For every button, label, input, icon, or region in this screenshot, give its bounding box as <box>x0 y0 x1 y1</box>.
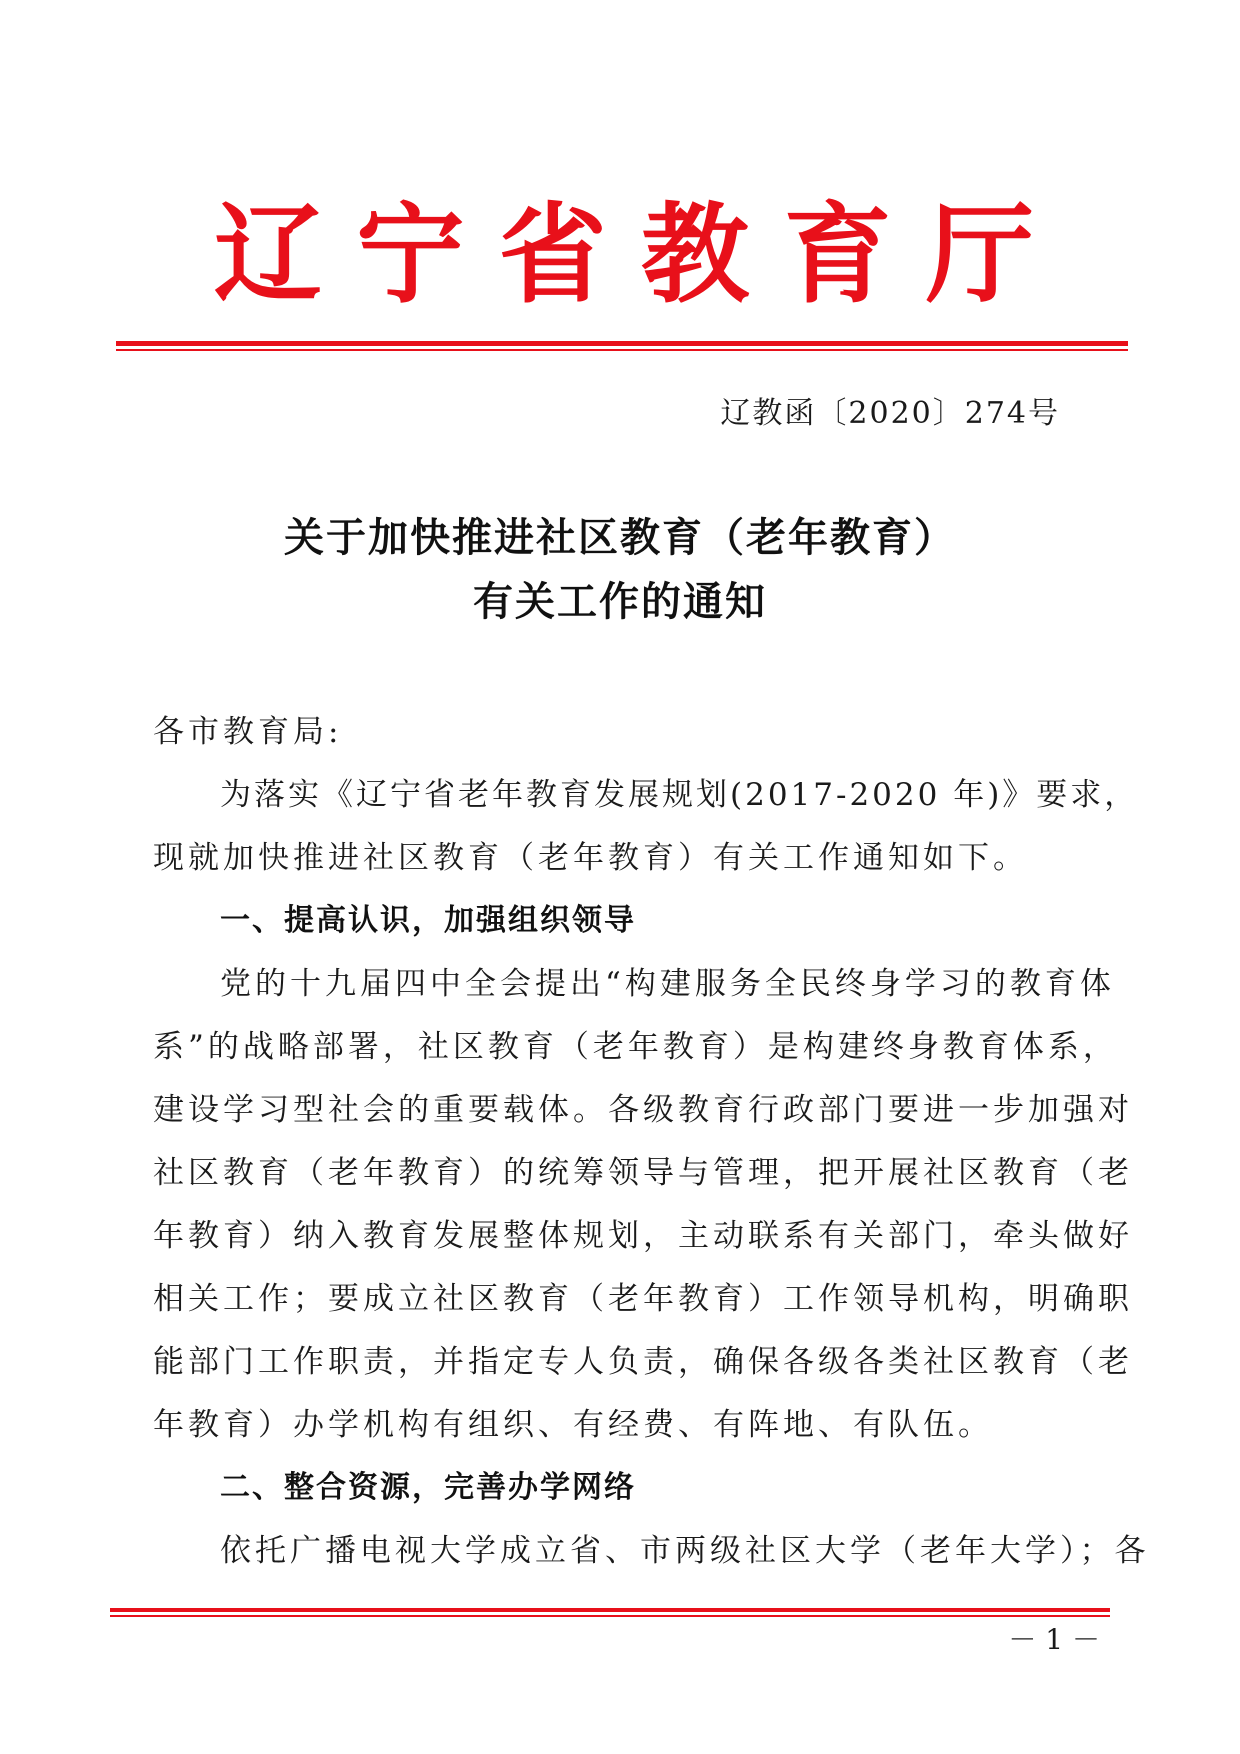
letterhead-title <box>214 193 1034 318</box>
document-title-line-2: 有关工作的通知 <box>473 579 767 625</box>
section-1-line: 年教育）纳入教育发展整体规划，主动联系有关部门，牵头做好 <box>153 1218 1133 1254</box>
letterhead-rule-thin <box>116 349 1128 351</box>
section-2-heading: 二、整合资源，完善办学网络 <box>220 1470 636 1505</box>
salutation: 各市教育局: <box>153 714 343 750</box>
letterhead-rule-thick <box>116 341 1128 346</box>
page-number: － 1 － <box>1008 1623 1100 1656</box>
section-1-line: 建设学习型社会的重要载体。各级教育行政部门要进一步加强对 <box>153 1092 1133 1128</box>
intro-line-1: 为落实《辽宁省老年教育发展规划(2017-2020 年)》要求， <box>220 777 1139 813</box>
section-1-heading: 一、提高认识，加强组织领导 <box>220 903 636 938</box>
letterhead-char: 宁 <box>356 193 465 318</box>
section-1-line: 相关工作；要成立社区教育（老年教育）工作领导机构，明确职 <box>153 1281 1133 1317</box>
footer-rule-thin <box>110 1615 1110 1617</box>
letterhead-char: 省 <box>498 193 607 318</box>
section-1-line: 党的十九届四中全会提出“构建服务全民终身学习的教育体 <box>220 966 1115 1002</box>
intro-line-2: 现就加快推进社区教育（老年教育）有关工作通知如下。 <box>153 840 1028 876</box>
letterhead-char: 育 <box>783 193 892 318</box>
document-title-line-1: 关于加快推进社区教育（老年教育） <box>284 515 956 561</box>
letterhead-char: 教 <box>641 193 750 318</box>
document-number: 辽教函〔2020〕274号 <box>720 396 1060 431</box>
section-1-line: 能部门工作职责，并指定专人负责，确保各级各类社区教育（老 <box>153 1344 1133 1380</box>
section-1-line: 年教育）办学机构有组织、有经费、有阵地、有队伍。 <box>153 1407 993 1443</box>
section-1-line: 社区教育（老年教育）的统筹领导与管理，把开展社区教育（老 <box>153 1155 1133 1191</box>
letterhead-char: 辽 <box>214 193 323 318</box>
footer-rule-thick <box>110 1608 1110 1612</box>
letterhead-char: 厅 <box>925 193 1034 318</box>
section-2-line: 依托广播电视大学成立省、市两级社区大学（老年大学）；各 <box>220 1533 1150 1569</box>
section-1-line: 系”的战略部署，社区教育（老年教育）是构建终身教育体系， <box>153 1029 1118 1065</box>
